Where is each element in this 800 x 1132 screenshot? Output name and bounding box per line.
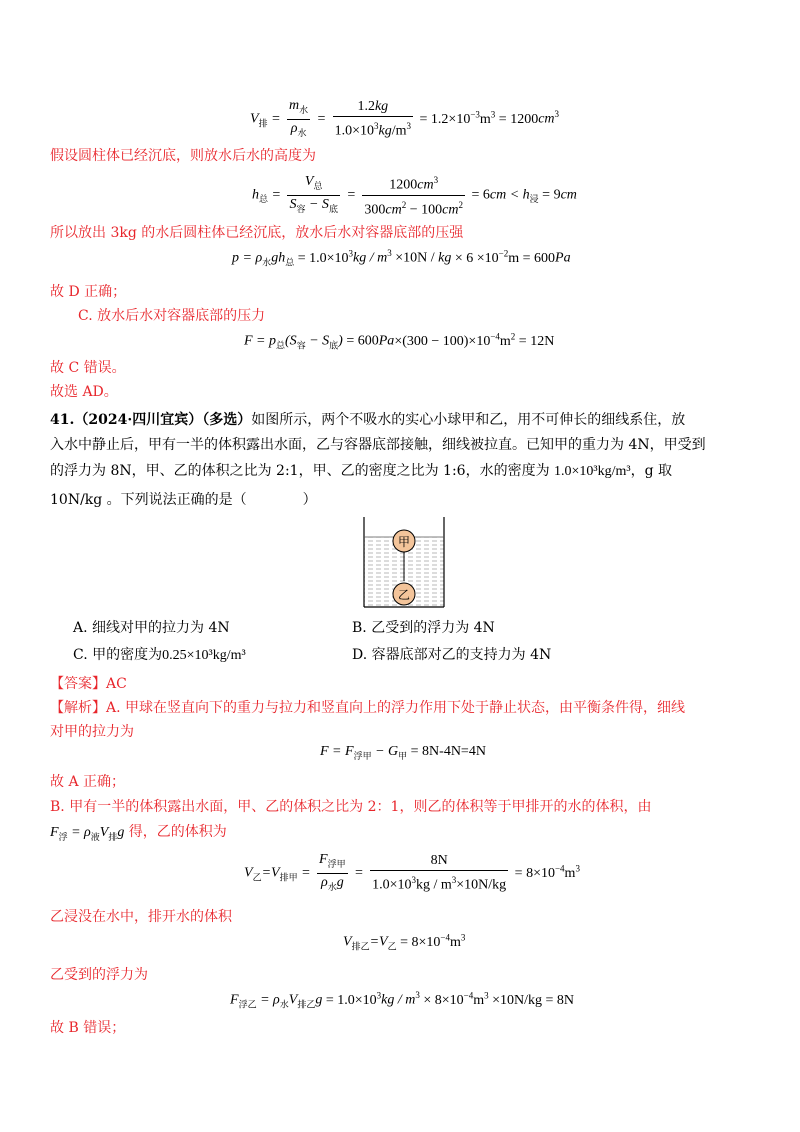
option-a: A. 细线对甲的拉力为 4N [73,620,230,636]
ball-yi-label: 乙 [397,588,411,602]
b-line-1: B. 甲有一半的体积露出水面，甲、乙的体积之比为 2：1，则乙的体积等于甲排开的水的体积，由 [50,799,652,815]
analysis-line-1: 【解析】A. 甲球在竖直向下的重力与拉力和竖直向上的浮力作用下处于静止状态，由平衡条件得，细线 [50,700,686,716]
answer-text: 【答案】AC [50,676,127,692]
option-c-prefix: C. 甲的密度为 [73,647,163,663]
question-line-1 [50,410,685,430]
c-label-text: C. 放水后水对容器底部的压力 [78,308,266,324]
question-text-1: 如图所示，两个不吸水的实心小球甲和乙，用不可伸长的细线系住，放 [251,412,686,428]
question-line-2: 入水中静止后，甲有一半的体积露出水面，乙与容器底部接触，细线被拉直。已知甲的重力为 4N，甲受到 [50,437,706,453]
question-line-3 [50,461,672,482]
question-line-4: 10N/kg 。下列说法正确的是（ ） [50,492,317,508]
formula-pressure: $p = \rho_水gh_总 = 1.0\times 10^3kg / m^3 \times 10N$ / kg × $6 \times 10^{-2}m = 600Pa$ [232,248,571,268]
formula-v-yi: $V_乙=V_{排甲}$ = $\frac{F_{浮甲}}{\rho_水g}$ = $\frac{8N}{1.0\times 10^3kg / m^3\times 10N/kg}$ = $8\times 10^{-4}m^3$ [244,852,580,893]
option-d: D. 容器底部对乙的支持力为 4N [352,647,552,663]
question-number: 41.（2024·四川宜宾）（多选） [50,412,252,428]
formula-buoyancy-yi: $F_{浮乙} = \rho_水V_{排乙}g = 1.0\times 10^3kg / m^3 \times 8\times 10^{-4}m^3 \times 10N/kg = 8N$ [230,990,575,1010]
option-c-value: 0.25×10³kg/m³ [162,648,246,663]
so-after-text: 所以放出 3kg 的水后圆柱体已经沉底，放水后水对容器底部的压强 [50,225,464,241]
analysis-line-2: 对甲的拉力为 [50,724,134,740]
buoyancy-label-text: 乙受到的浮力为 [50,967,148,983]
water-density: 1.0×10³kg/m³ [554,464,631,479]
a-correct-text: 故 A 正确； [50,774,126,790]
formula-height: $h_总$ = $\frac{V_总}{S_容 - S_底}$ = $\frac{1200cm^3}{300cm^2 - 100cm^2}$ = $6cm < h_浸 = 9cm$ [252,173,577,218]
b-wrong-text: 故 B 错误； [50,1020,126,1036]
formula-v-pai-yi: $V_{排乙}=V_乙 = 8\times 10^{-4}m^3$ [343,932,466,952]
question-text-3c: ，g 取 [630,463,673,479]
immersed-text: 乙浸没在水中，排开水的体积 [50,909,232,925]
buoyancy-law: $F_浮 = \rho_液V_排g$ [50,825,125,842]
ball-jia-label: 甲 [397,535,411,549]
assume-text: 假设圆柱体已经沉底，则放水后水的高度为 [50,148,316,164]
c-wrong-text: 故 C 错误。 [50,360,126,376]
container-diagram [360,515,450,611]
formula-volume: $V_排$ = $\frac{m_水}{\rho_水}$ = $\frac{1.2kg}{1.0\times 10^3kg/m^3}$ = $1.2\times 10^{-3}m^3 = 1200cm^3$ [250,98,560,139]
question-text-3a: 的浮力为 8N，甲、乙的体积之比为 2:1，甲、乙的密度之比为 1:6，水的密度为 [50,463,550,479]
b-line-2 [50,822,227,847]
option-b: B. 乙受到的浮力为 4N [352,620,495,636]
d-correct-text: 故 D 正确； [50,284,127,300]
formula-tension: $F = F_{浮甲} - G_甲 = 8N-4N=4N$ [320,744,486,761]
b-line-2-text: 得，乙的体积为 [128,824,227,840]
option-c [73,645,246,666]
choose-ad-text: 故选 AD。 [50,384,118,400]
formula-force-c: $F = p_总(S_容 - S_底) = 600Pa\times(300 - 100)\times 10^{-4}m^2 = 12N$ [244,331,555,351]
